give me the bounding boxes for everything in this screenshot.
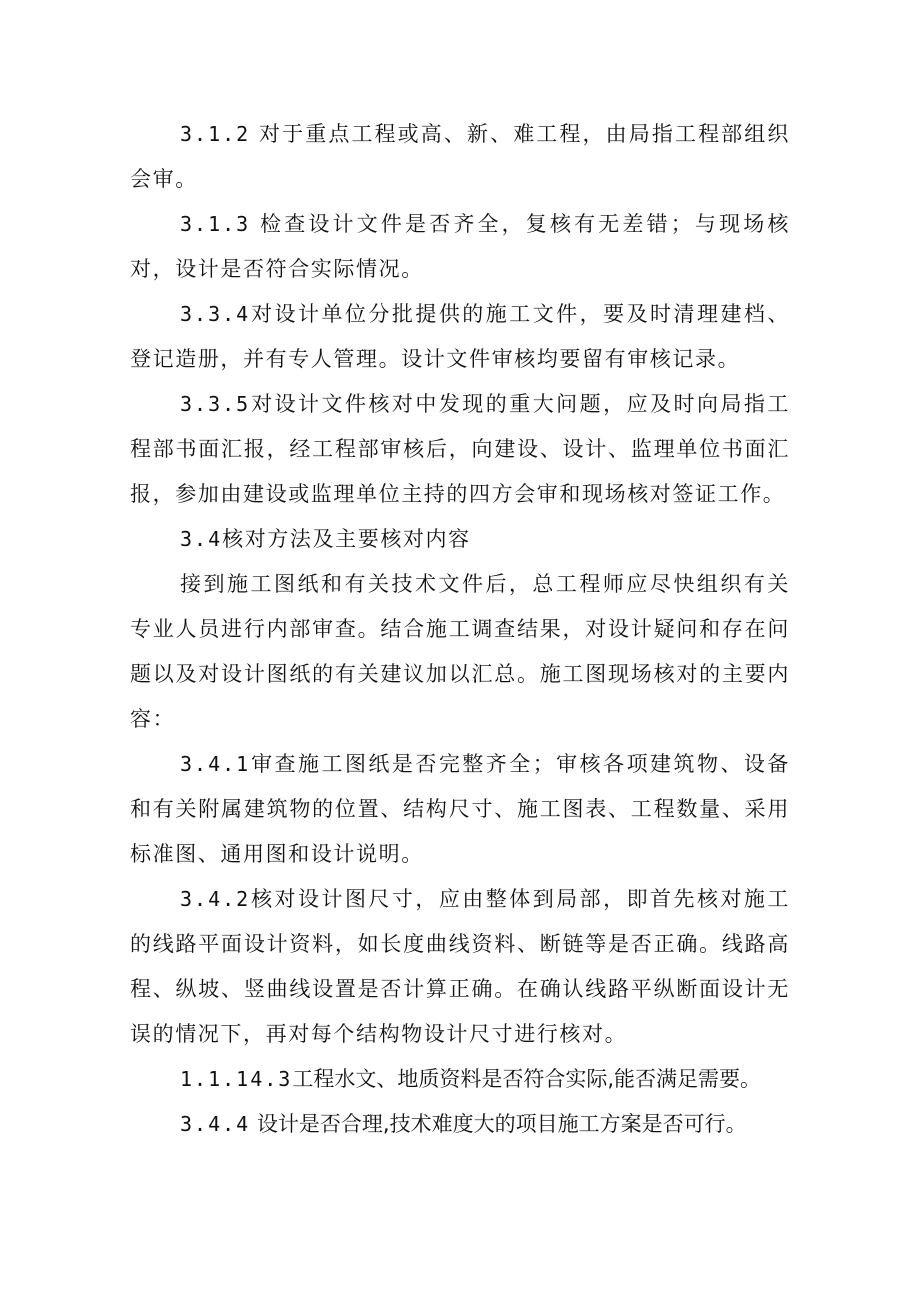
paragraph-text: 接到施工图纸和有关技术文件后，总工程师应尽快组织有关专业人员进行内部审查。结合施工调查结果，对设计疑问和存在问题以及对设计图纸的有关建议加以汇总。施工图现场核对的主要内容：: [130, 572, 790, 731]
section-number: 3.4.4: [180, 1112, 251, 1136]
section-number: 1.1.14.3: [180, 1067, 293, 1091]
paragraph-text: 对设计单位分批提供的施工文件，要及时清理建档、登记造册，并有专人管理。设计文件审核均要留有审核记录。: [130, 302, 790, 371]
section-heading-text: 核对方法及主要核对内容: [222, 527, 471, 551]
paragraph-intro: [130, 562, 790, 742]
paragraph-text: 检查设计文件是否齐全，复核有无差错；与现场核对，设计是否符合实际情况。: [130, 212, 790, 281]
document-body: [130, 112, 790, 1147]
paragraph-text: 核对设计图尺寸，应由整体到局部，即首先核对施工的线路平面设计资料，如长度曲线资料、断链等是否正确。线路高程、纵坡、竖曲线设置是否计算正确。在确认线路平纵断面设计无误的情况下，再对每个结构物设计尺寸进行核对。: [130, 887, 790, 1046]
section-number: 3.1.2: [180, 122, 251, 146]
paragraph-text: 设计是否合理,技术难度大的项目施工方案是否可行。: [250, 1112, 747, 1136]
section-number: 3.4.2: [180, 887, 251, 911]
paragraph-text: 工程水文、地质资料是否符合实际,能否满足需要。: [292, 1067, 762, 1091]
section-heading-3-4: [130, 517, 790, 562]
paragraph-3-4-1: [130, 742, 790, 877]
section-number: 3.4: [180, 527, 223, 551]
paragraph-1-1-14-3: [130, 1057, 790, 1102]
paragraph-3-3-5: [130, 382, 790, 517]
paragraph-3-4-4: [130, 1102, 790, 1147]
paragraph-3-1-2: [130, 112, 790, 202]
paragraph-3-1-3: [130, 202, 790, 292]
section-number: 3.1.3: [180, 212, 251, 236]
section-number: 3.4.1: [180, 752, 251, 776]
section-number: 3.3.5: [180, 392, 251, 416]
section-number: 3.3.4: [180, 302, 251, 326]
paragraph-text: 对设计文件核对中发现的重大问题，应及时向局指工程部书面汇报，经工程部审核后，向建设、设计、监理单位书面汇报，参加由建设或监理单位主持的四方会审和现场核对签证工作。: [130, 392, 790, 506]
paragraph-text: 对于重点工程或高、新、难工程，由局指工程部组织会审。: [130, 122, 790, 191]
paragraph-3-3-4: [130, 292, 790, 382]
paragraph-text: 审查施工图纸是否完整齐全；审核各项建筑物、设备和有关附属建筑物的位置、结构尺寸、施工图表、工程数量、采用标准图、通用图和设计说明。: [130, 752, 790, 866]
paragraph-3-4-2: [130, 877, 790, 1057]
